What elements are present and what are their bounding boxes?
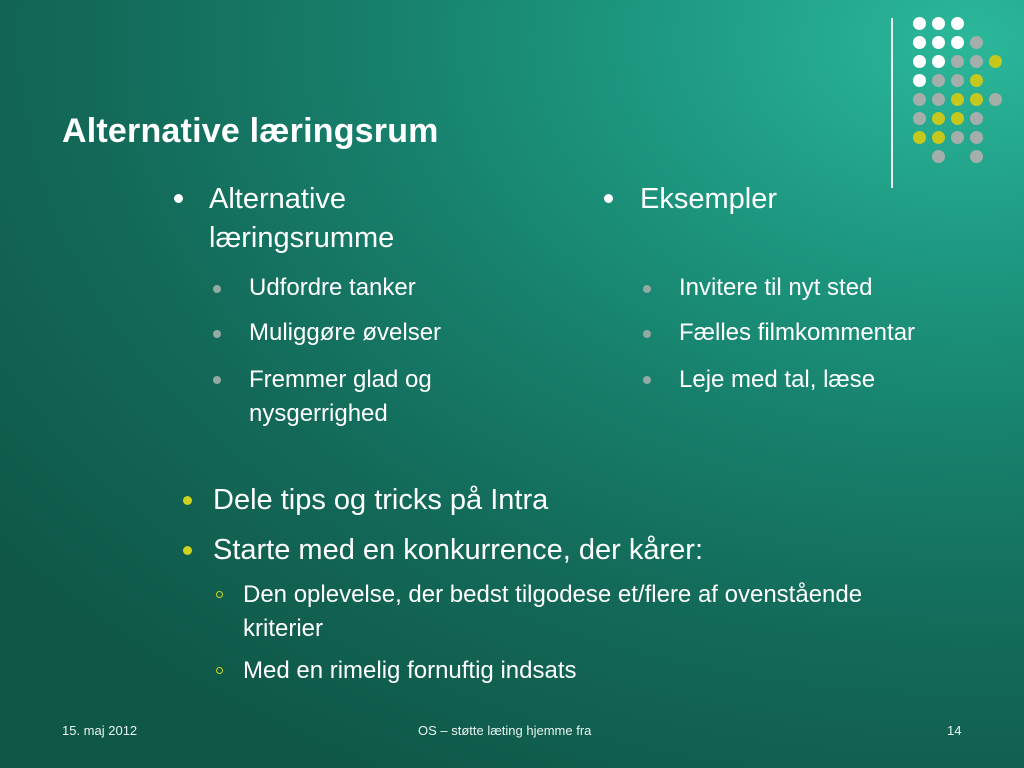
decor-dot [932,112,945,125]
right-list-item: Leje med tal, læse [679,366,876,393]
decor-dot [932,36,945,49]
bullet-dot [643,285,651,293]
left-list-item: Udfordre tanker [249,274,416,301]
bullet-ring [216,591,223,598]
decor-dot [970,93,983,106]
decor-dot [913,36,926,49]
bullet-dot [213,376,221,384]
decor-dot [970,36,983,49]
left-column-heading-line2: læringsrumme [209,222,395,254]
footer-center-text: OS – støtte læting hjemme fra [418,723,592,738]
decor-dot [913,131,926,144]
bottom-sub-item: Den oplevelse, der bedst tilgodese et/flere af ovenstående [243,581,863,608]
decor-dot [970,74,983,87]
decor-dot [913,17,926,30]
decor-dot [970,55,983,68]
slide-title: Alternative læringsrum [62,112,439,150]
decor-dot [932,150,945,163]
decor-dot [932,93,945,106]
bullet-dot [643,330,651,338]
bottom-sub-item: Med en rimelig fornuftig indsats [243,657,577,684]
decor-dot [913,55,926,68]
decor-dot [989,55,1002,68]
decor-dot [951,112,964,125]
bottom-sub-item-continued: kriterier [243,615,324,642]
decor-dot [913,93,926,106]
decor-dot [932,55,945,68]
decor-dot [932,131,945,144]
footer-page-number: 14 [947,723,962,738]
bullet-dot [183,496,192,505]
bullet-dot [213,285,221,293]
decor-dot [951,36,964,49]
left-list-item: Muliggøre øvelser [249,319,442,346]
bullet-dot [604,194,613,203]
bullet-dot [174,194,183,203]
bullet-dot [183,546,192,555]
left-column-heading-line1: Alternative [209,183,347,215]
decor-dot [951,93,964,106]
decor-dot [913,112,926,125]
decor-dot [932,74,945,87]
decor-dot [932,17,945,30]
bullet-dot [213,330,221,338]
decor-dot [951,74,964,87]
right-column-heading: Eksempler [640,183,777,215]
decor-dot [951,55,964,68]
decor-dot [913,74,926,87]
decor-dot [951,131,964,144]
bottom-list-item: Starte med en konkurrence, der kårer: [213,534,704,566]
right-list-item: Fælles filmkommentar [679,319,916,346]
decor-dot [989,93,1002,106]
left-list-item-continued: nysgerrighed [249,400,388,427]
left-list-item: Fremmer glad og [249,366,432,393]
decor-dot [970,112,983,125]
decorative-dot-grid [0,0,1024,190]
bullet-dot [643,376,651,384]
decor-dot [970,131,983,144]
bottom-list-item: Dele tips og tricks på Intra [213,484,549,516]
bullet-ring [216,667,223,674]
decor-dot [970,150,983,163]
decor-dot [951,17,964,30]
right-list-item: Invitere til nyt sted [679,274,873,301]
footer-date: 15. maj 2012 [62,723,138,738]
